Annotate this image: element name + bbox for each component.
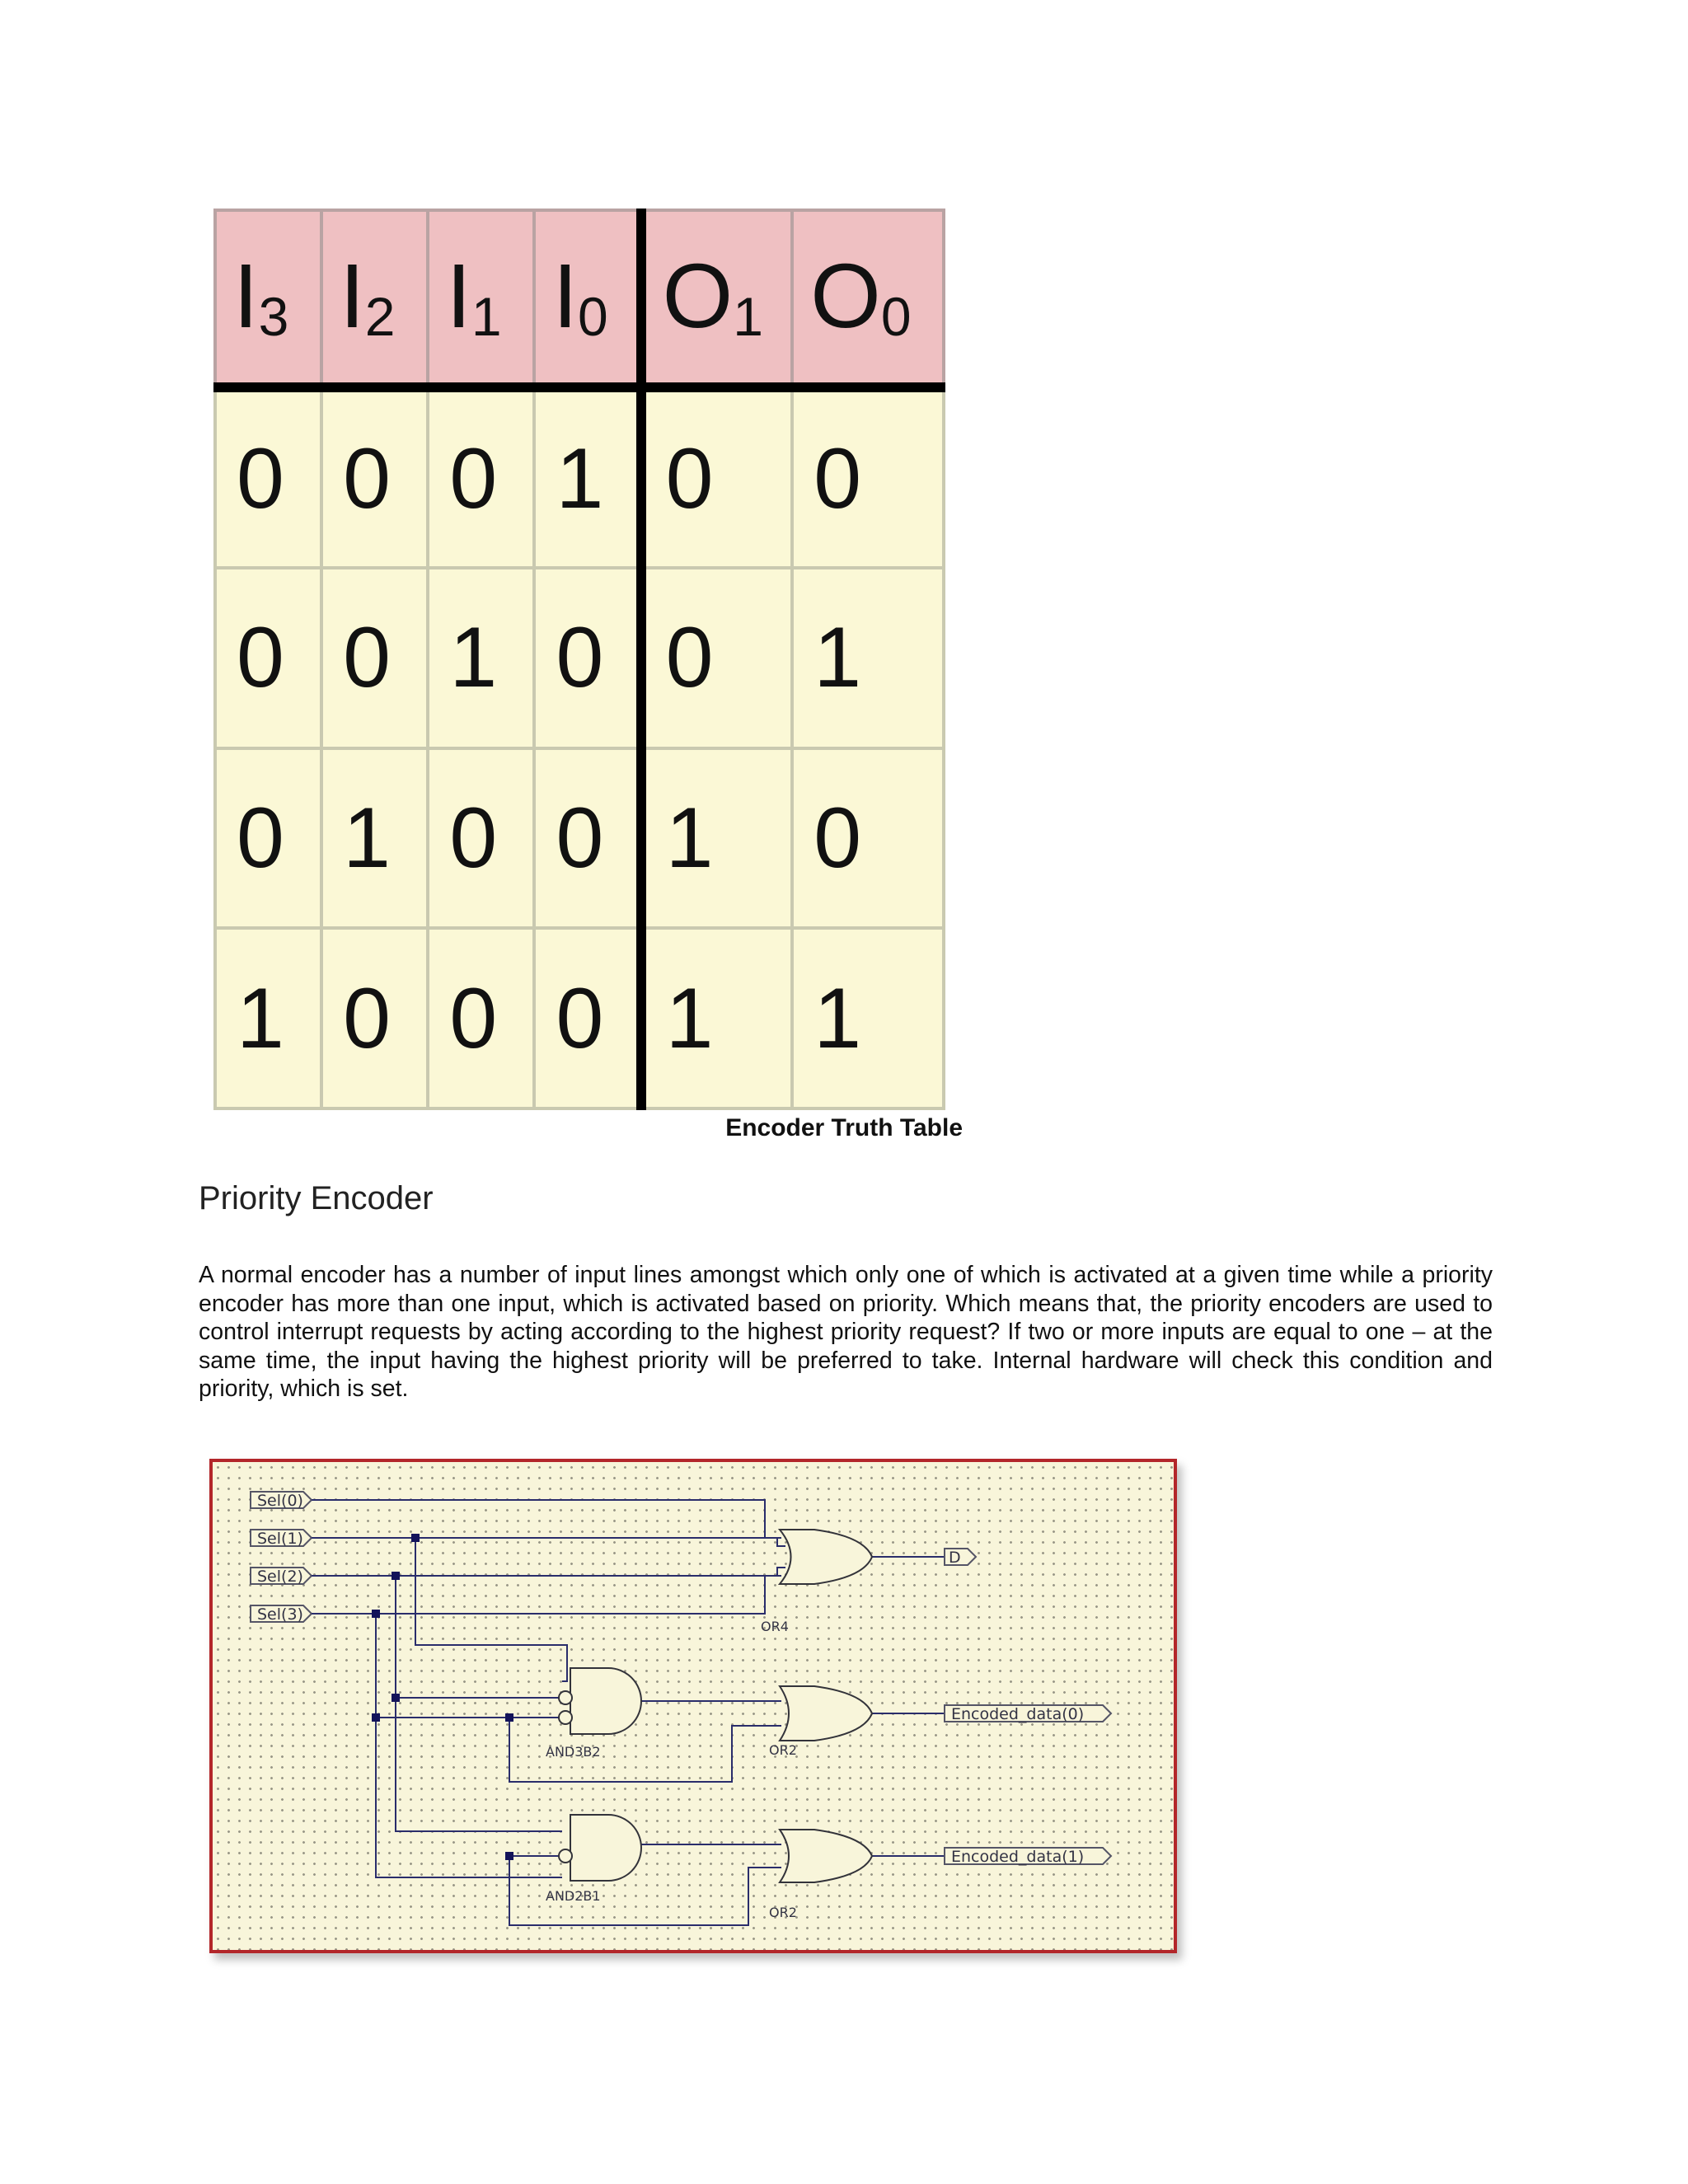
header-i0: $I_0$ <box>534 210 640 387</box>
table-cell: 0 <box>641 568 793 748</box>
table-cell: 0 <box>321 568 428 748</box>
input-port-sel3 <box>251 1605 312 1624</box>
and3b2-gate-label: AND3B2 <box>546 1744 601 1760</box>
table-cell: 0 <box>641 387 793 568</box>
and2b1-gate <box>546 1815 641 1904</box>
header-i2: $I_2$ <box>321 210 428 387</box>
table-cell: 0 <box>792 748 944 929</box>
input-port-sel0 <box>251 1492 312 1510</box>
output-port-encoded-data-0-label: Encoded_data(0) <box>951 1705 1085 1723</box>
section-title: Priority Encoder <box>199 1180 434 1216</box>
encoder-truth-table <box>213 209 945 1110</box>
table-cell: 0 <box>321 928 428 1108</box>
and2b1-gate-label: AND2B1 <box>546 1888 601 1904</box>
header-o0: $O_0$ <box>792 210 944 387</box>
table-cell: 0 <box>534 568 640 748</box>
input-port-sel2 <box>251 1568 312 1586</box>
table-cell: 0 <box>534 748 640 929</box>
input-port-sel3-label: Sel(3) <box>257 1605 303 1624</box>
and3b2-gate <box>546 1668 641 1760</box>
table-cell: 0 <box>792 387 944 568</box>
table-cell: 1 <box>428 568 534 748</box>
table-cell: 0 <box>428 748 534 929</box>
table-row <box>215 387 944 568</box>
or2-gate-1 <box>769 1830 872 1920</box>
output-port-encoded-data-1-label: Encoded_data(1) <box>951 1848 1085 1866</box>
body-paragraph: A normal encoder has a number of input lines amongst which only one of which is activated at a given time while a priority encoder has more than one input, which is activated based on priority. Which means that, the priority encoders are used to control interrupt requests by acting according to the highest priority request? If two or more inputs are equal to one – at the same time, the input having the highest priority will be preferred to take. Internal hardware will check this condition and priority, which is set. <box>199 1262 1493 1402</box>
table-cell: 1 <box>792 928 944 1108</box>
input-port-sel1 <box>251 1530 312 1548</box>
table-row <box>215 928 944 1108</box>
table-row <box>215 748 944 929</box>
schematic-canvas <box>213 1462 1174 1950</box>
output-port-encoded-data-1 <box>945 1848 1111 1866</box>
table-cell: 1 <box>321 748 428 929</box>
table-row <box>215 568 944 748</box>
or2-gate-1-label: OR2 <box>769 1905 797 1920</box>
or2-gate-0 <box>769 1686 872 1758</box>
truth-table-caption: Encoder Truth Table <box>725 1114 963 1141</box>
output-port-encoded-data-0 <box>945 1705 1111 1723</box>
table-cell: 0 <box>534 928 640 1108</box>
table-cell: 0 <box>428 928 534 1108</box>
table-cell: 0 <box>215 387 321 568</box>
table-cell: 1 <box>215 928 321 1108</box>
table-cell: 0 <box>215 748 321 929</box>
table-cell: 0 <box>321 387 428 568</box>
output-port-d <box>945 1549 976 1567</box>
table-cell: 1 <box>641 928 793 1108</box>
table-cell: 0 <box>428 387 534 568</box>
header-i3: $I_3$ <box>215 210 321 387</box>
table-cell: 1 <box>534 387 640 568</box>
priority-encoder-schematic <box>209 1459 1177 1953</box>
input-port-sel1-label: Sel(1) <box>257 1530 303 1548</box>
table-cell: 1 <box>641 748 793 929</box>
truth-table-header-row <box>215 210 944 387</box>
header-o1: $O_1$ <box>641 210 793 387</box>
or2-gate-0-label: OR2 <box>769 1742 797 1758</box>
input-port-sel2-label: Sel(2) <box>257 1568 303 1586</box>
input-port-sel0-label: Sel(0) <box>257 1492 303 1510</box>
or4-gate-label: OR4 <box>761 1619 789 1634</box>
header-i1: $I_1$ <box>428 210 534 387</box>
table-cell: 1 <box>792 568 944 748</box>
table-cell: 0 <box>215 568 321 748</box>
output-port-d-label: D <box>949 1549 961 1567</box>
